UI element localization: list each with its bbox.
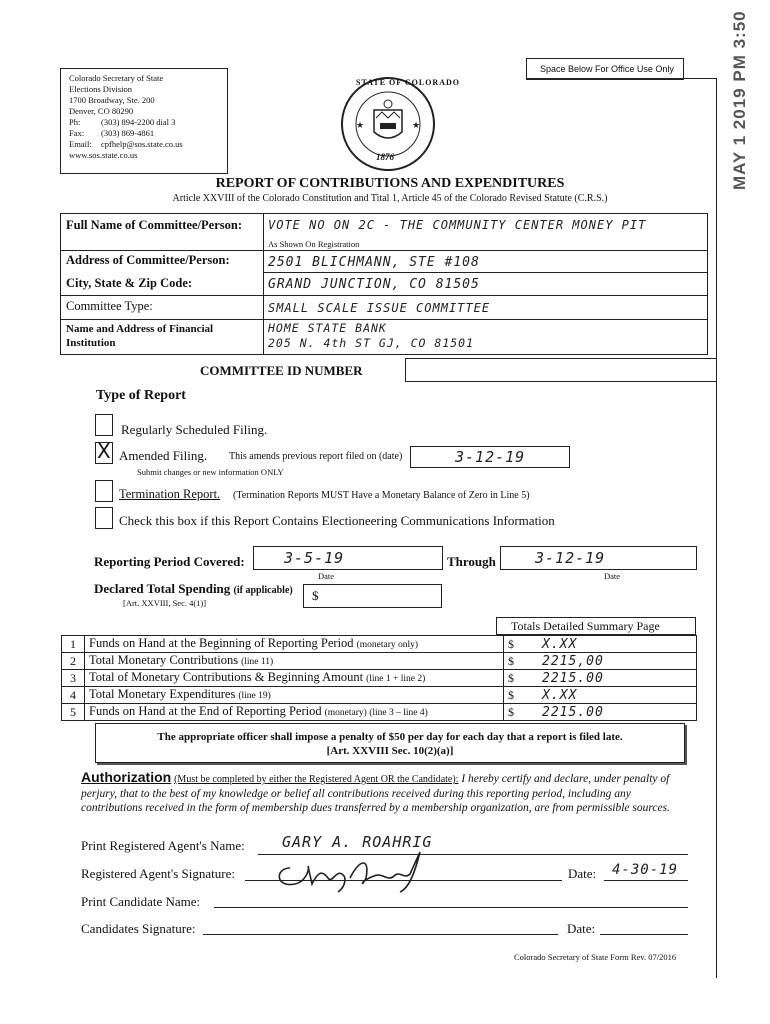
period-from-field[interactable] [253, 546, 443, 570]
fin-label: Name and Address of Financial Institution [66, 323, 214, 349]
agent-date-value[interactable]: 4-30-19 [612, 862, 679, 878]
form-revision: Colorado Secretary of State Form Rev. 07/2016 [514, 952, 677, 962]
penalty-box [95, 723, 685, 763]
committee-id-input[interactable] [405, 358, 717, 382]
row-divider [60, 250, 708, 251]
summary-row-amount[interactable]: $ 2215.00 [504, 704, 697, 721]
amended-date-value: 3-12-19 [455, 448, 526, 466]
regular-filing-label: Regularly Scheduled Filing. [121, 422, 268, 437]
outer-border-top [526, 78, 716, 79]
page-title: REPORT OF CONTRIBUTIONS AND EXPENDITURES [215, 176, 565, 191]
period-from-caption: Date [318, 571, 335, 581]
amended-filing-label: Amended Filing. [119, 448, 208, 463]
as-shown-caption: As Shown On Registration [268, 239, 360, 249]
seal-year: 1876 [376, 152, 394, 162]
row-divider [60, 319, 708, 320]
declared-field[interactable] [303, 584, 442, 608]
summary-row [62, 653, 697, 670]
declared-label: Declared Total Spending (if applicable) [94, 581, 293, 596]
summary-row-amount[interactable]: $ 2215.00 [504, 670, 697, 687]
agent-date-label: Date: [568, 866, 597, 881]
summary-row-text: Total Monetary Expenditures (line 19) [85, 687, 504, 704]
type-label: Committee Type: [66, 299, 153, 313]
address-block [60, 68, 228, 174]
declared-art: [Art. XXVIII, Sec. 4(1)] [123, 598, 207, 608]
address-line: Elections Division [69, 84, 133, 94]
summary-row-number: 5 [62, 704, 85, 721]
agent-signature[interactable] [270, 848, 440, 896]
fields-left-divider [263, 213, 264, 355]
full-name-label: Full Name of Committee/Person: [66, 218, 242, 232]
regular-filing-checkbox[interactable] [95, 414, 113, 436]
candidate-sig-line[interactable] [203, 934, 558, 935]
period-label: Reporting Period Covered: [94, 554, 245, 569]
address-label: Address of Committee/Person: [66, 253, 230, 267]
svg-text:★: ★ [412, 121, 421, 131]
summary-row-number: 3 [62, 670, 85, 687]
agent-sig-label: Registered Agent's Signature: [81, 866, 235, 881]
city-value[interactable]: GRAND JUNCTION, CO 81505 [268, 277, 480, 292]
authorization-block [81, 770, 693, 815]
page-subtitle: Article XXVIII of the Colorado Constitution and Tital 1, Article 45 of the Colorado Revised Statute (C.R.S.) [172, 193, 608, 204]
city-label: City, State & Zip Code: [66, 276, 193, 290]
candidate-name-line[interactable] [214, 907, 688, 908]
summary-row-text: Funds on Hand at the Beginning of Reporting Period (monetary only) [85, 636, 504, 653]
summary-row-amount[interactable]: $ X.XX [504, 636, 697, 653]
candidate-date-line[interactable] [600, 934, 688, 935]
row-divider [60, 295, 708, 296]
address-line: Colorado Secretary of State [69, 73, 164, 83]
agent-name-value[interactable]: GARY A. ROAHRIG [282, 833, 433, 851]
termination-note: (Termination Reports MUST Have a Monetary Balance of Zero in Line 5) [233, 490, 530, 501]
summary-row [62, 687, 697, 704]
summary-row-number: 2 [62, 653, 85, 670]
type-value[interactable]: SMALL SCALE ISSUE COMMITTEE [268, 301, 491, 315]
email-line: Email: cpfhelp@sos.state.co.us [69, 139, 183, 149]
termination-label: Termination Report. [119, 487, 221, 501]
svg-text:★: ★ [356, 121, 365, 131]
fax-line: Fax: (303) 869-4861 [69, 128, 155, 138]
full-name-value[interactable]: VOTE NO ON 2C - THE COMMUNITY CENTER MONEY PIT [268, 218, 647, 232]
committee-id-label: COMMITTEE ID NUMBER [200, 363, 363, 378]
summary-table [61, 635, 697, 721]
termination-checkbox[interactable] [95, 480, 113, 502]
declared-dollar: $ [312, 588, 319, 603]
authorization-text: I hereby certify and declare, under penalty of perjury, that to the best of my knowledge or belief all contributions received during this reporting period, including any contributions received in the form of membership dues transferred by a membership organization, are from permissible sources. [81, 773, 670, 814]
candidate-name-label: Print Candidate Name: [81, 894, 201, 909]
address-line: Denver, CO 80290 [69, 106, 134, 116]
office-use-label: Space Below For Office Use Only [540, 64, 674, 74]
received-stamp: MAY 1 2019 PM 3:50 [730, 10, 749, 190]
summary-row-text: Total Monetary Contributions (line 11) [85, 653, 504, 670]
phone-line: Ph: (303) 894-2200 dial 3 [69, 117, 176, 127]
row-divider [263, 272, 708, 273]
summary-row [62, 670, 697, 687]
summary-row-number: 4 [62, 687, 85, 704]
type-of-report-heading: Type of Report [96, 388, 186, 403]
through-label: Through [447, 554, 496, 569]
period-from-value: 3-5-19 [284, 549, 345, 567]
penalty-line-1: The appropriate officer shall impose a penalty of $50 per day for each day that a report is filed late. [157, 731, 623, 743]
period-to-caption: Date [604, 571, 621, 581]
seal-text-top: STATE OF COLORADO [356, 78, 460, 87]
summary-row-number: 1 [62, 636, 85, 653]
amended-note: This amends previous report filed on (date) [229, 451, 403, 462]
period-to-value: 3-12-19 [535, 549, 606, 567]
penalty-line-2: [Art. XXVIII Sec. 10(2)(a)] [326, 745, 454, 757]
summary-header: Totals Detailed Summary Page [511, 619, 660, 633]
summary-row-amount[interactable]: $ 2215,00 [504, 653, 697, 670]
amended-checkmark: X [97, 439, 111, 463]
agent-name-label: Print Registered Agent's Name: [81, 838, 245, 853]
authorization-must: (Must be completed by either the Registered Agent OR the Candidate): [174, 774, 459, 785]
address-value[interactable]: 2501 BLICHMANN, STE #108 [268, 255, 480, 270]
summary-row-text: Funds on Hand at the End of Reporting Period (monetary) (line 3 – line 4) [85, 704, 504, 721]
summary-row [62, 704, 697, 721]
outer-border-right [716, 78, 717, 978]
authorization-heading: Authorization [81, 769, 172, 785]
amended-sub-note: Submit changes or new information ONLY [137, 467, 284, 477]
candidate-sig-label: Candidates Signature: [81, 921, 196, 936]
address-line: 1700 Broadway, Ste. 200 [69, 95, 155, 105]
electioneering-checkbox[interactable] [95, 507, 113, 529]
summary-row-amount[interactable]: $ X.XX [504, 687, 697, 704]
fin-value[interactable]: HOME STATE BANK 205 N. 4th ST GJ, CO 81501 [268, 321, 475, 350]
summary-row-text: Total of Monetary Contributions & Beginning Amount (line 1 + line 2) [85, 670, 504, 687]
candidate-date-label: Date: [567, 921, 596, 936]
agent-date-line [604, 880, 688, 881]
summary-row [62, 636, 697, 653]
electioneering-label: Check this box if this Report Contains Electioneering Communications Information [119, 513, 555, 528]
web-line: www.sos.state.co.us [69, 150, 138, 160]
